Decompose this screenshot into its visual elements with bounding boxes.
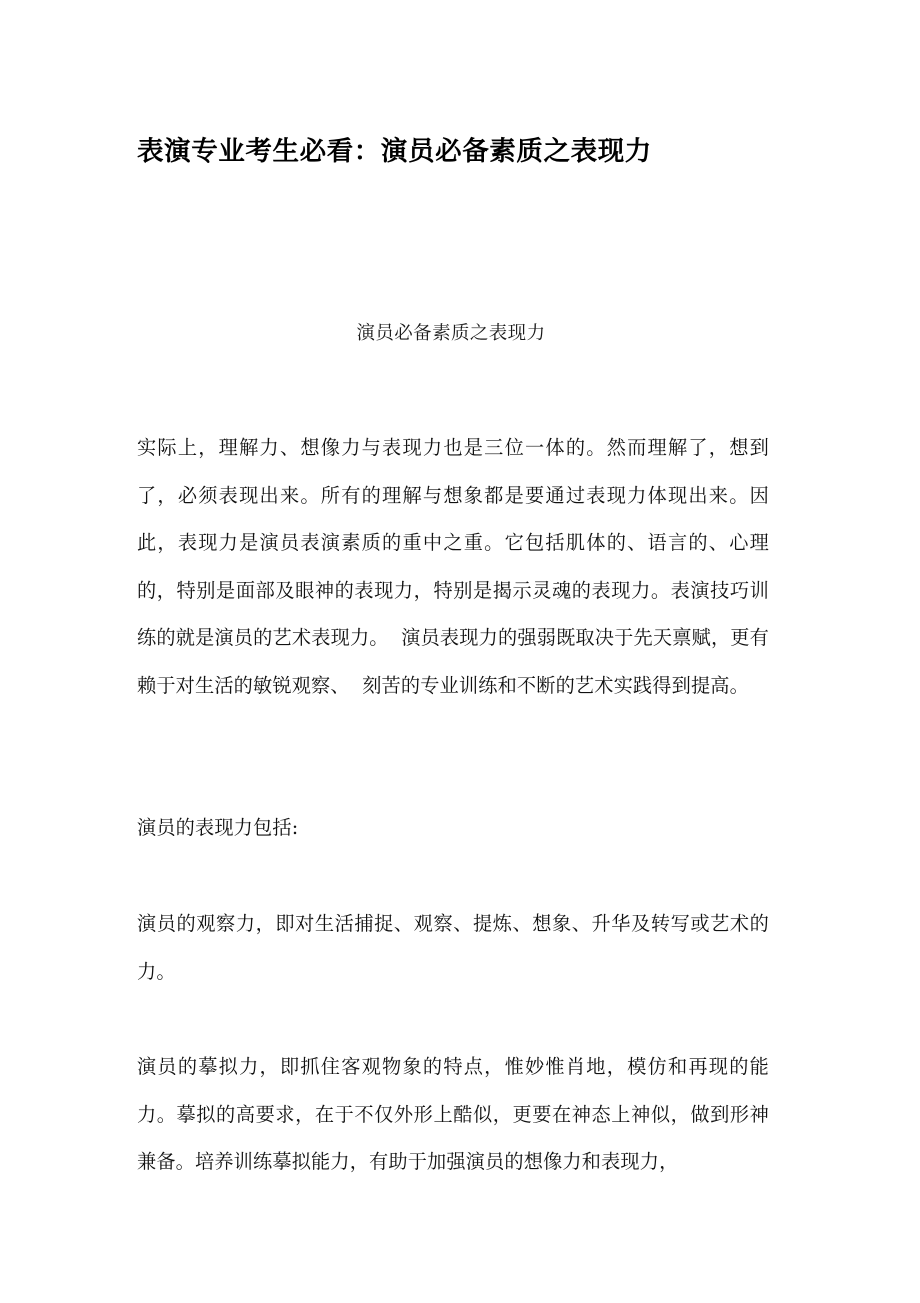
page-title: 表演专业考生必看：演员必备素质之表现力 <box>137 135 652 167</box>
body-paragraph-2: 演员的表现力包括: <box>137 816 299 840</box>
document-subtitle: 演员必备素质之表现力 <box>356 323 546 344</box>
body-paragraph-3: 演员的观察力，即对生活捕捉、观察、提炼、想象、升华及转写或艺术的力。 <box>137 912 769 983</box>
body-paragraph-1: 实际上，理解力、想像力与表现力也是三位一体的。然而理解了，想到了，必须表现出来。所有的理解与想象都是要通过表现力体现出来。因此，表现力是演员表演素质的重中之重。它包括肌体的、语言的、心理的，特别是面部及眼神的表现力，特别是揭示灵魂的表现力。表演技巧训练的就是演员的艺术表现力。 演员表现力的强弱既取决于先天禀赋，更有赖于对生活的敏锐观察、 刻苦的专业训练和不断的艺术实践得到提高。 <box>137 436 769 697</box>
body-paragraph-4: 演员的摹拟力，即抓住客观物象的特点，惟妙惟肖地，模仿和再现的能力。摹拟的高要求，在于不仅外形上酷似，更要在神态上神似，做到形神兼备。培养训练摹拟能力，有助于加强演员的想像力和表现力， <box>137 1055 769 1174</box>
